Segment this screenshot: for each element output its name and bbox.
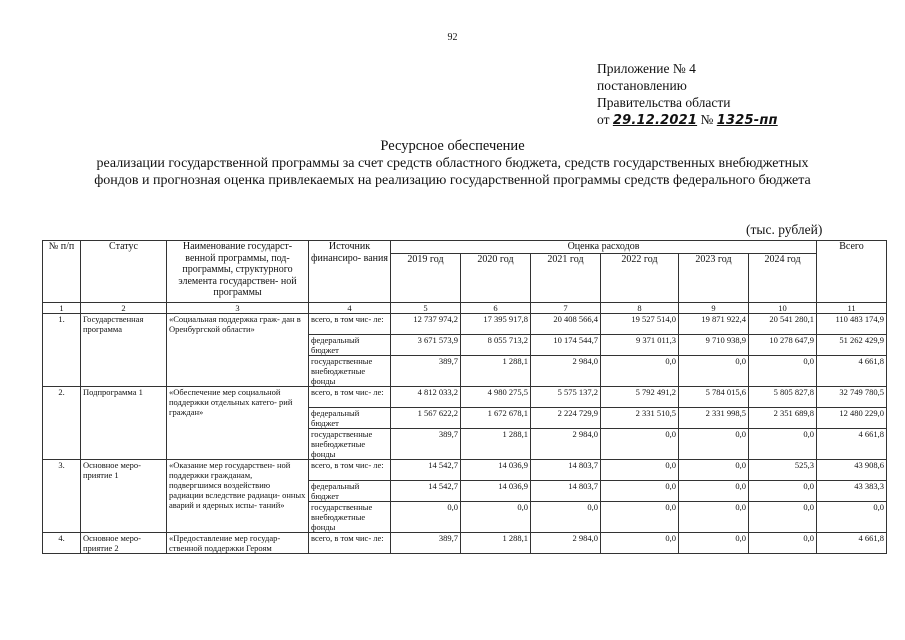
year-value: 5 805 827,8 [749,386,817,407]
year-value: 0,0 [749,501,817,532]
year-value: 2 984,0 [531,428,601,459]
year-value: 14 542,7 [391,480,461,501]
year-value: 2 351 689,8 [749,407,817,428]
year-value: 19 527 514,0 [601,313,679,334]
year-value: 2 224 729,9 [531,407,601,428]
year-value: 10 174 544,7 [531,334,601,355]
year-value: 1 288,1 [461,355,531,386]
year-value: 0,0 [531,501,601,532]
row-name: «Обеспечение мер социальной поддержки отдельных катего- рий граждан» [167,386,309,459]
year-value: 1 288,1 [461,428,531,459]
funding-source: федеральный бюджет [309,480,391,501]
year-value: 2 984,0 [531,532,601,553]
year-value: 0,0 [749,355,817,386]
header-year: 2021 год [531,253,601,302]
table-row [43,459,887,480]
year-value: 0,0 [679,355,749,386]
appendix-line-1: Приложение № 4 [597,61,696,76]
header-num: № п/п [43,241,81,303]
total-value: 43 908,6 [817,459,887,480]
year-value: 12 737 974,2 [391,313,461,334]
funding-source: всего, в том чис- ле: [309,313,391,334]
year-value: 1 288,1 [461,532,531,553]
row-status: Основное меро- приятие 2 [81,532,167,553]
year-value: 0,0 [601,459,679,480]
year-value: 9 371 011,3 [601,334,679,355]
year-value: 4 980 275,5 [461,386,531,407]
year-value: 0,0 [749,428,817,459]
year-value: 5 792 491,2 [601,386,679,407]
year-value: 0,0 [461,501,531,532]
year-value: 20 541 280,1 [749,313,817,334]
header-year: 2022 год [601,253,679,302]
column-number: 3 [167,302,309,313]
total-value: 110 483 174,9 [817,313,887,334]
funding-source: федеральный бюджет [309,407,391,428]
year-value: 8 055 713,2 [461,334,531,355]
year-value: 4 812 033,2 [391,386,461,407]
year-value: 1 672 678,1 [461,407,531,428]
year-value: 9 710 938,9 [679,334,749,355]
column-number: 4 [309,302,391,313]
column-number: 7 [531,302,601,313]
row-name: «Социальная поддержка граж- дан в Оренбургской области» [167,313,309,386]
appendix-line-3: Правительства области [597,95,731,110]
funding-source: государственные внебюджетные фонды [309,428,391,459]
appendix-block [597,60,778,129]
total-value: 32 749 780,5 [817,386,887,407]
row-number: 4. [43,532,81,553]
row-status: Подпрограмма 1 [81,386,167,459]
header-estimate: Оценка расходов [391,241,817,254]
year-value: 389,7 [391,428,461,459]
table-row [43,386,887,407]
appendix-line-2: постановлению [597,78,687,93]
year-value: 2 331 510,5 [601,407,679,428]
row-number: 2. [43,386,81,459]
column-number: 2 [81,302,167,313]
year-value: 3 671 573,9 [391,334,461,355]
year-value: 0,0 [749,480,817,501]
appendix-from-label: от [597,112,610,127]
table-row [43,313,887,334]
total-value: 4 661,8 [817,355,887,386]
header-source: Источник финансиро- вания [309,241,391,303]
year-value: 20 408 566,4 [531,313,601,334]
column-number: 9 [679,302,749,313]
year-value: 2 984,0 [531,355,601,386]
funding-source: всего, в том чис- ле: [309,386,391,407]
year-value: 0,0 [679,532,749,553]
row-status: Основное меро- приятие 1 [81,459,167,532]
page-number: 92 [447,32,458,43]
year-value: 0,0 [679,459,749,480]
appendix-line-4 [597,111,778,129]
column-number: 10 [749,302,817,313]
year-value: 0,0 [601,355,679,386]
year-value: 14 036,9 [461,459,531,480]
row-name: «Предоставление мер государ- ственной поддержки Героям [167,532,309,553]
year-value: 14 803,7 [531,480,601,501]
year-value: 0,0 [601,501,679,532]
row-status: Государственная программа [81,313,167,386]
total-value: 4 661,8 [817,428,887,459]
year-value: 0,0 [391,501,461,532]
row-number: 3. [43,459,81,532]
funding-source: федеральный бюджет [309,334,391,355]
column-number: 1 [43,302,81,313]
title-line-3: фондов и прогнозная оценка привлекаемых на реализацию государственной программы средств федерального бюджета [94,173,811,188]
funding-source: государственные внебюджетные фонды [309,355,391,386]
year-value: 0,0 [679,501,749,532]
year-value: 14 542,7 [391,459,461,480]
title-line-1: Ресурсное обеспечение [380,138,525,154]
document-title [0,138,905,189]
funding-source: всего, в том чис- ле: [309,532,391,553]
year-value: 10 278 647,9 [749,334,817,355]
year-value: 5 784 015,6 [679,386,749,407]
units-label: (тыс. рублей) [746,222,823,237]
year-value: 14 803,7 [531,459,601,480]
resource-table [42,240,887,554]
table-body [43,302,887,553]
total-value: 43 383,3 [817,480,887,501]
column-number: 6 [461,302,531,313]
year-value: 525,3 [749,459,817,480]
year-value: 5 575 137,2 [531,386,601,407]
total-value: 51 262 429,9 [817,334,887,355]
year-value: 1 567 622,2 [391,407,461,428]
header-status: Статус [81,241,167,303]
year-value: 0,0 [601,480,679,501]
year-value: 389,7 [391,355,461,386]
header-name: Наименование государст- венной программы, под- программы, структурного элемента государствен- ной программы [167,241,309,303]
year-value: 0,0 [679,428,749,459]
year-value: 0,0 [749,532,817,553]
header-year: 2023 год [679,253,749,302]
row-name: «Оказание мер государствен- ной поддержки гражданам, подвергшимся воздействию радиации вследствие радиаци- онных аварий и ядерных испы- таний» [167,459,309,532]
column-number: 8 [601,302,679,313]
funding-source: государственные внебюджетные фонды [309,501,391,532]
funding-source: всего, в том чис- ле: [309,459,391,480]
column-number: 11 [817,302,887,313]
year-value: 17 395 917,8 [461,313,531,334]
year-value: 389,7 [391,532,461,553]
year-value: 0,0 [601,428,679,459]
column-number-row [43,302,887,313]
header-year: 2024 год [749,253,817,302]
total-value: 4 661,8 [817,532,887,553]
number-sign: № [700,112,714,127]
year-value: 0,0 [601,532,679,553]
row-number: 1. [43,313,81,386]
resolution-number: 1325-пп [716,113,778,128]
column-number: 5 [391,302,461,313]
table-row [43,532,887,553]
total-value: 12 480 229,0 [817,407,887,428]
header-year: 2019 год [391,253,461,302]
title-line-2: реализации государственной программы за счет средств областного бюджета, средств государственных внебюджетных [96,156,809,171]
header-total: Всего [817,241,887,303]
resolution-date: 29.12.2021 [612,113,698,128]
header-year: 2020 год [461,253,531,302]
year-value: 2 331 998,5 [679,407,749,428]
year-value: 14 036,9 [461,480,531,501]
year-value: 0,0 [679,480,749,501]
year-value: 19 871 922,4 [679,313,749,334]
total-value: 0,0 [817,501,887,532]
